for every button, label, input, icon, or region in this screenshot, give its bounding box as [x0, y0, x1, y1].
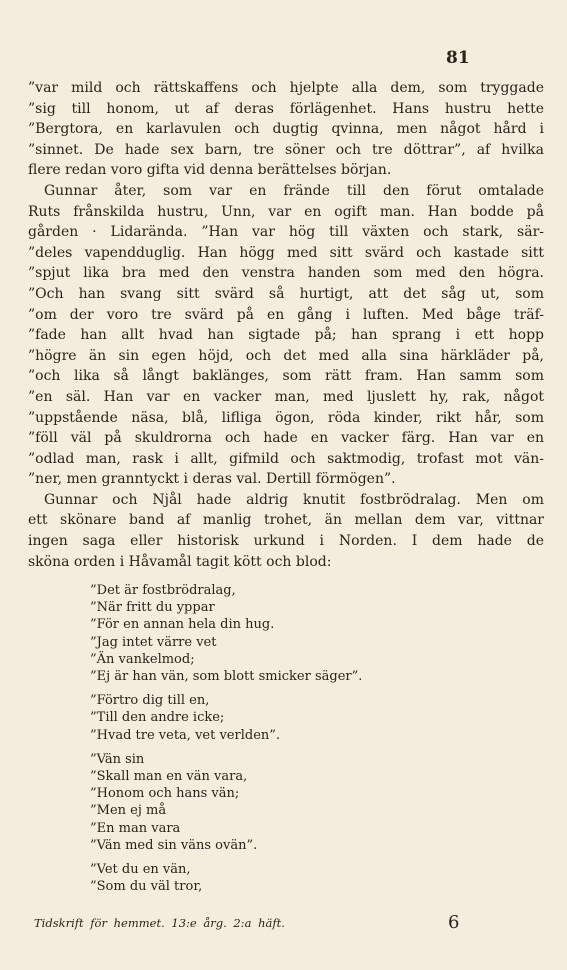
text-line: ”och lika så långt baklänges, som rätt fram. Han samm som: [28, 368, 544, 385]
text-line: ”uppstående näsa, blå, lifliga ögon, röda kinder, rikt hår, som: [28, 409, 544, 426]
poem-line: ”Jag intet värre vet: [90, 634, 217, 650]
text-line: Ruts frånskilda hustru, Unn, var en ogift man. Han bodde på: [28, 203, 544, 220]
poem-line: ”Men ej må: [90, 803, 167, 819]
text-line: Gunnar åter, som var en frände till den förut omtalade: [44, 182, 544, 199]
text-line: ”odlad man, rask i allt, gifmild och saktmodig, trofast mot vän-: [28, 450, 544, 467]
signature-mark: 6: [448, 912, 460, 933]
poem-line: ”När fritt du yppar: [90, 600, 215, 616]
paragraph: [28, 181, 544, 490]
poem-line: ”Till den andre icke;: [90, 710, 225, 726]
text-line: gården · Lidarända. ”Han var hög till växten och stark, sär-: [28, 224, 544, 241]
text-line: ”sig till honom, ut af deras förlägenhet. Hans hustru hette: [28, 100, 544, 117]
poem-line: ”Honom och hans vän;: [90, 786, 240, 802]
text-line: ”högre än sin egen höjd, och det med alla sina härkläder på,: [28, 347, 544, 364]
poem-quotation: [90, 582, 450, 902]
page-number: 81: [446, 48, 470, 68]
text-line: ”föll väl på skuldrorna och hade en vacker färg. Han var en: [28, 430, 544, 447]
text-line: ”en säl. Han var en vacker man, med ljuslett hy, rak, något: [28, 388, 544, 405]
text-line: ”Och han svang sitt svärd så hurtigt, att det såg ut, som: [28, 285, 544, 302]
poem-line: ”Ej är han vän, som blott smicker säger”.: [90, 669, 363, 685]
poem-line: ”För en annan hela din hug.: [90, 617, 275, 633]
text-line: ”deles vapendduglig. Han högg med sitt svärd och kastade sitt: [28, 244, 544, 261]
text-line: ”sinnet. De hade sex barn, tre söner och tre döttrar”, af hvilka: [28, 141, 544, 158]
text-line: ”var mild och rättskaffens och hjelpte alla dem, som tryggade: [28, 80, 544, 96]
text-line: ”spjut lika bra med den venstra handen som med den högra.: [28, 265, 544, 282]
text-line: Gunnar och Njål hade aldrig knutit fostbrödralag. Men om: [44, 491, 544, 508]
paragraph: [28, 78, 544, 181]
text-line: flere redan voro gifta vid denna berättelses början.: [28, 162, 392, 179]
poem-line: ”En man vara: [90, 820, 181, 836]
poem-line: ”Förtro dig till en,: [90, 693, 210, 709]
poem-stanza: [90, 582, 450, 685]
poem-line: ”Vän sin: [90, 751, 145, 767]
text-line: ”Bergtora, en karlavulen och dugtig qvinna, men något hård i: [28, 121, 544, 138]
text-line: ”om der voro tre svärd på en gång i luften. Med båge träf-: [28, 306, 544, 323]
text-line: ”ner, men granntyckt i deras val. Dertill förmögen”.: [28, 471, 396, 488]
poem-line: ”Hvad tre veta, vet verlden”.: [90, 727, 281, 743]
poem-line: ”Vet du en vän,: [90, 862, 191, 878]
text-line: ingen saga eller historisk urkund i Norden. I dem hade de: [28, 533, 544, 550]
poem-stanza: [90, 861, 450, 895]
text-line: ett skönare band af manlig trohet, än mellan dem var, vittnar: [28, 512, 544, 529]
poem-line: ”Vän med sin väns ovän”.: [90, 837, 258, 853]
text-line: sköna orden i Håvamål tagit kött och blod:: [28, 553, 332, 570]
poem-line: ”Skall man en vän vara,: [90, 769, 248, 785]
page-footer: [28, 912, 544, 934]
poem-line: ”Som du väl tror,: [90, 879, 203, 895]
paragraph: [28, 490, 544, 572]
text-line: ”fade han allt hvad han sigtade på; han sprang i ett hopp: [28, 327, 544, 344]
poem-stanza: [90, 692, 450, 744]
journal-footer-text: Tidskrift för hemmet. 13:e årg. 2:a häft.: [34, 916, 285, 930]
poem-line: ”Än vankelmod;: [90, 651, 195, 667]
body-text: [28, 78, 544, 572]
poem-line: ”Det är fostbrödralag,: [90, 583, 236, 598]
poem-stanza: [90, 751, 450, 854]
